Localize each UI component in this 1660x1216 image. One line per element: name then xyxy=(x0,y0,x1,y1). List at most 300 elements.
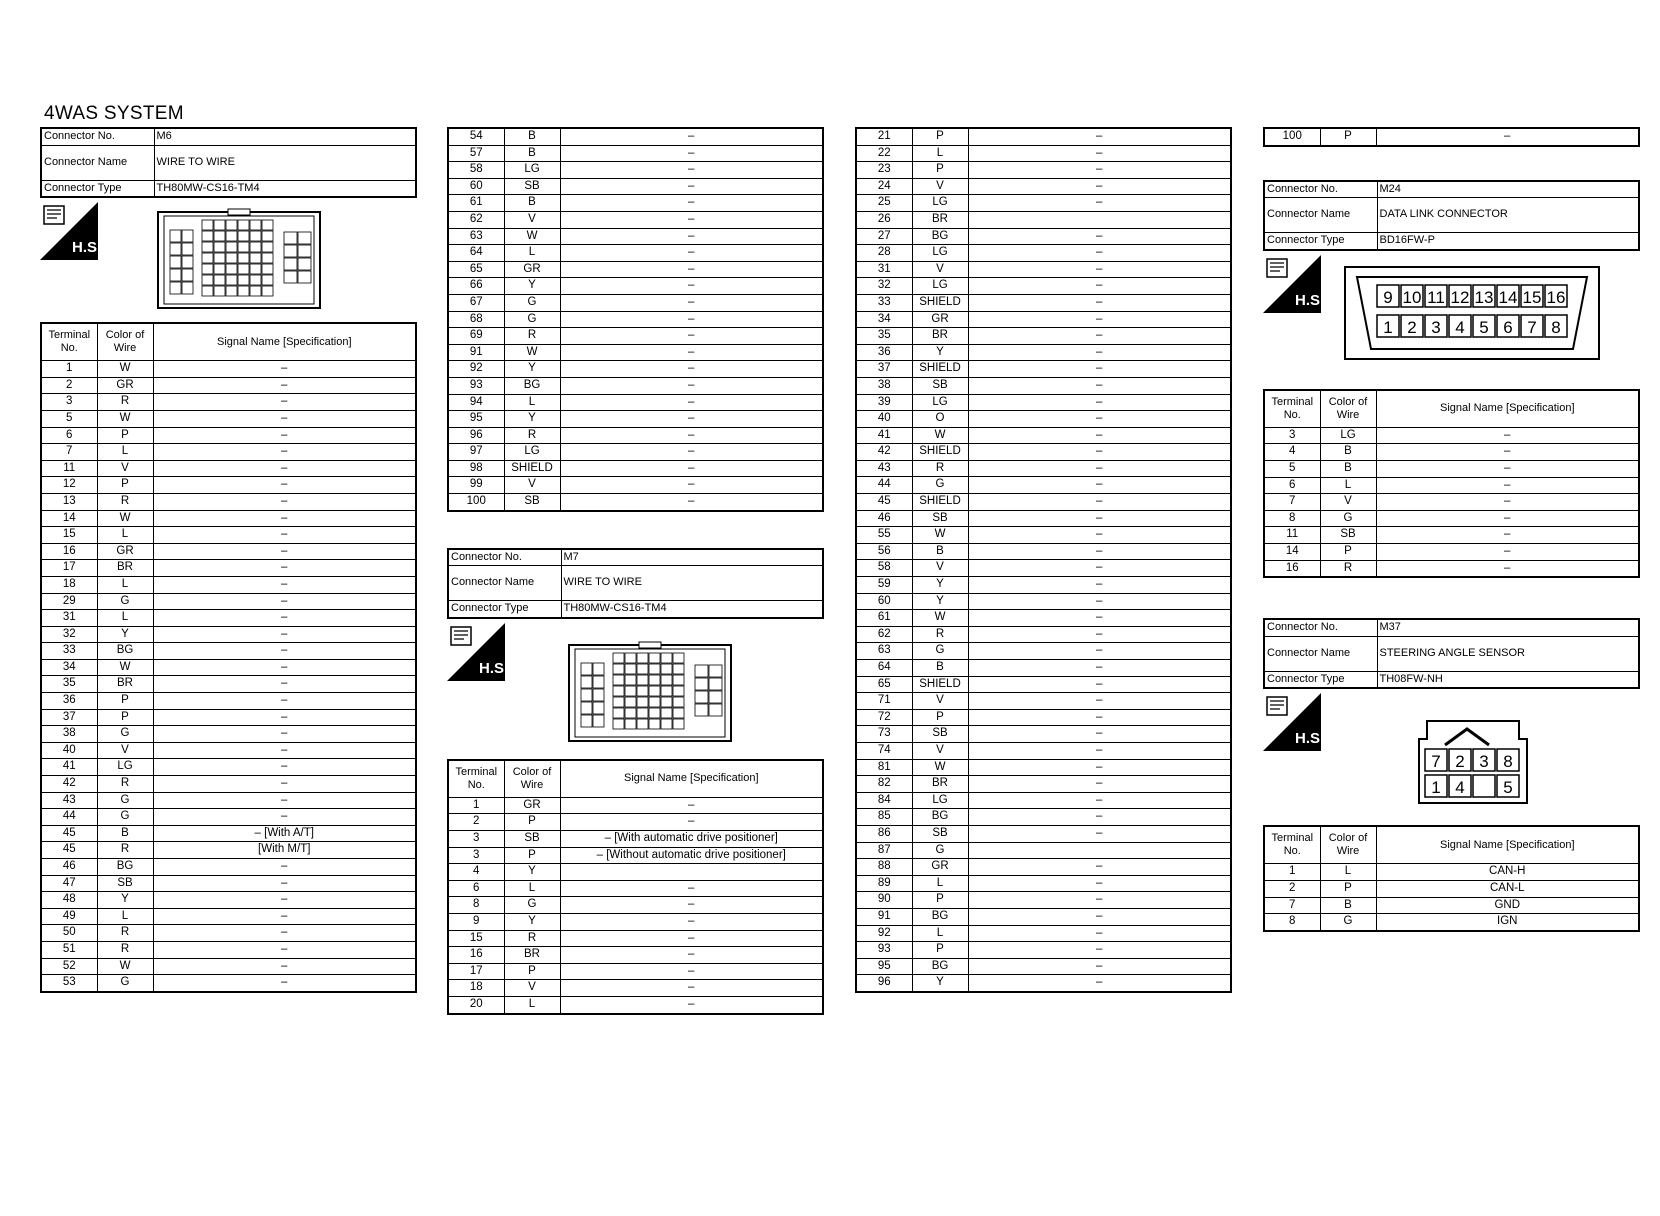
connector-type-value: BD16FW-P xyxy=(1377,233,1639,250)
terminal-no-cell: 46 xyxy=(41,859,97,876)
terminal-no-cell: 62 xyxy=(448,211,504,228)
label-connector-name: Connector Name xyxy=(448,566,561,601)
table-row xyxy=(856,726,1231,743)
table-row xyxy=(41,527,416,544)
connector-diagram-m6 xyxy=(40,198,417,322)
wire-color-cell: GR xyxy=(912,311,968,328)
terminal-no-cell: 52 xyxy=(41,958,97,975)
table-row xyxy=(448,427,823,444)
terminal-no-cell: 63 xyxy=(448,228,504,245)
pin-number: 2 xyxy=(1407,317,1417,337)
terminal-no-cell: 95 xyxy=(448,411,504,428)
wire-color-cell: G xyxy=(504,311,560,328)
terminal-no-cell: 38 xyxy=(856,377,912,394)
connector-name-value: WIRE TO WIRE xyxy=(561,566,823,601)
signal-name-cell: – xyxy=(560,914,823,931)
signal-name-cell: – xyxy=(560,145,823,162)
signal-name-cell: – xyxy=(153,493,416,510)
connector-diagram-m37 xyxy=(1263,689,1640,825)
table-row xyxy=(448,831,823,848)
wire-color-cell: G xyxy=(912,643,968,660)
table-row xyxy=(41,394,416,411)
pin-table-m6 xyxy=(40,322,417,993)
wire-color-cell: Y xyxy=(97,892,153,909)
table-row xyxy=(1264,477,1639,494)
column-1 xyxy=(40,127,417,993)
signal-name-cell: CAN-H xyxy=(1376,864,1639,881)
terminal-no-cell: 88 xyxy=(856,859,912,876)
wire-color-cell: LG xyxy=(504,162,560,179)
terminal-no-cell: 40 xyxy=(41,742,97,759)
terminal-no-cell: 67 xyxy=(448,294,504,311)
signal-name-cell: – xyxy=(560,411,823,428)
table-row xyxy=(856,527,1231,544)
table-row xyxy=(41,875,416,892)
terminal-no-cell: 17 xyxy=(448,963,504,980)
pin-number: 4 xyxy=(1455,778,1465,798)
wire-color-cell: L xyxy=(1320,864,1376,881)
table-row xyxy=(856,742,1231,759)
terminal-no-cell: 7 xyxy=(1264,897,1320,914)
signal-name-cell: – xyxy=(560,963,823,980)
terminal-no-cell: 91 xyxy=(856,908,912,925)
signal-name-cell: – xyxy=(560,195,823,212)
signal-name-cell: – xyxy=(153,908,416,925)
signal-name-cell: – xyxy=(153,759,416,776)
terminal-no-cell: 94 xyxy=(448,394,504,411)
table-row xyxy=(448,344,823,361)
table-row xyxy=(41,709,416,726)
signal-name-cell: – xyxy=(153,377,416,394)
terminal-no-cell: 44 xyxy=(856,477,912,494)
signal-name-cell: – xyxy=(560,278,823,295)
terminal-no-cell: 36 xyxy=(41,693,97,710)
terminal-no-cell: 23 xyxy=(856,162,912,179)
signal-name-cell: – xyxy=(968,577,1231,594)
wire-color-cell: L xyxy=(97,610,153,627)
connector-face-m24 xyxy=(1343,265,1601,361)
terminal-no-cell: 11 xyxy=(41,460,97,477)
signal-name-cell: – xyxy=(560,361,823,378)
wire-color-cell: B xyxy=(1320,897,1376,914)
terminal-no-cell: 2 xyxy=(448,814,504,831)
signal-name-cell: – xyxy=(560,228,823,245)
terminal-no-cell: 35 xyxy=(856,328,912,345)
table-row xyxy=(41,576,416,593)
label-connector-no: Connector No. xyxy=(1264,181,1377,198)
table-row xyxy=(448,195,823,212)
table-row xyxy=(448,377,823,394)
pin-number: 5 xyxy=(1479,317,1489,337)
signal-name-cell xyxy=(560,864,823,881)
wire-color-cell: L xyxy=(97,908,153,925)
wire-color-cell: W xyxy=(97,510,153,527)
wire-color-cell: SB xyxy=(1320,527,1376,544)
terminal-no-cell: 97 xyxy=(448,444,504,461)
terminal-no-cell: 96 xyxy=(856,975,912,992)
wire-color-cell: P xyxy=(1320,543,1376,560)
wire-color-cell: V xyxy=(912,178,968,195)
table-row xyxy=(856,908,1231,925)
connector-no-value: M6 xyxy=(154,128,416,145)
harness-side-icon xyxy=(1263,255,1325,313)
wire-color-cell: GR xyxy=(97,377,153,394)
signal-name-cell: – xyxy=(968,261,1231,278)
table-row xyxy=(41,742,416,759)
wire-color-cell: W xyxy=(912,759,968,776)
table-row xyxy=(41,759,416,776)
signal-name-cell: – xyxy=(560,377,823,394)
terminal-no-cell: 37 xyxy=(41,709,97,726)
table-row xyxy=(856,477,1231,494)
label-connector-type: Connector Type xyxy=(1264,671,1377,688)
signal-name-cell: – xyxy=(560,897,823,914)
table-row xyxy=(448,996,823,1013)
table-row xyxy=(1264,128,1639,146)
table-row xyxy=(41,659,416,676)
table-row xyxy=(856,178,1231,195)
table-row xyxy=(41,925,416,942)
wire-color-cell: V xyxy=(1320,494,1376,511)
table-row xyxy=(41,842,416,859)
wire-color-cell: G xyxy=(504,897,560,914)
wire-color-cell: B xyxy=(504,195,560,212)
header-signal-name: Signal Name [Specification] xyxy=(1376,390,1639,428)
signal-name-cell: – xyxy=(153,941,416,958)
label-connector-name: Connector Name xyxy=(1264,198,1377,233)
wire-color-cell: P xyxy=(97,709,153,726)
terminal-no-cell: 6 xyxy=(448,880,504,897)
terminal-no-cell: 93 xyxy=(856,942,912,959)
wire-color-cell: GR xyxy=(504,261,560,278)
terminal-no-cell: 6 xyxy=(41,427,97,444)
pin-number: 1 xyxy=(1431,778,1441,798)
table-row xyxy=(41,493,416,510)
terminal-no-cell: 25 xyxy=(856,195,912,212)
pin-number: 4 xyxy=(1455,317,1465,337)
signal-name-cell: – xyxy=(1376,510,1639,527)
table-row xyxy=(448,245,823,262)
signal-name-cell: – xyxy=(153,576,416,593)
terminal-no-cell: 20 xyxy=(448,996,504,1013)
wire-color-cell: W xyxy=(97,410,153,427)
signal-name-cell xyxy=(968,211,1231,228)
connector-info-m7 xyxy=(447,548,824,619)
wire-color-cell: SB xyxy=(504,178,560,195)
signal-name-cell: – xyxy=(968,975,1231,992)
wire-color-cell: BG xyxy=(912,228,968,245)
terminal-no-cell: 36 xyxy=(856,344,912,361)
signal-name-cell: – xyxy=(153,892,416,909)
wire-color-cell: SB xyxy=(504,831,560,848)
terminal-no-cell: 2 xyxy=(1264,880,1320,897)
table-row xyxy=(41,859,416,876)
terminal-no-cell: 14 xyxy=(41,510,97,527)
signal-name-cell: – xyxy=(968,626,1231,643)
terminal-no-cell: 17 xyxy=(41,560,97,577)
table-row xyxy=(856,643,1231,660)
connector-face-m6 xyxy=(156,208,322,312)
table-row xyxy=(856,958,1231,975)
wire-color-cell: BR xyxy=(912,776,968,793)
terminal-no-cell: 7 xyxy=(41,444,97,461)
signal-name-cell: – xyxy=(153,975,416,992)
signal-name-cell: – xyxy=(560,797,823,814)
table-row xyxy=(448,963,823,980)
table-row xyxy=(41,908,416,925)
signal-name-cell: – xyxy=(153,676,416,693)
wire-color-cell: P xyxy=(1320,880,1376,897)
signal-name-cell xyxy=(968,842,1231,859)
wire-color-cell: L xyxy=(912,875,968,892)
signal-name-cell: – xyxy=(968,328,1231,345)
terminal-no-cell: 64 xyxy=(856,660,912,677)
signal-name-cell: – xyxy=(1376,543,1639,560)
table-row xyxy=(448,444,823,461)
wire-color-cell: B xyxy=(912,660,968,677)
pin-number: 15 xyxy=(1522,287,1542,307)
pin-number: 12 xyxy=(1450,287,1470,307)
wire-color-cell: Y xyxy=(912,593,968,610)
table-row xyxy=(856,560,1231,577)
signal-name-cell: – xyxy=(560,245,823,262)
wire-color-cell: R xyxy=(97,925,153,942)
wire-color-cell: SHIELD xyxy=(912,494,968,511)
terminal-no-cell: 32 xyxy=(41,626,97,643)
header-color-of-wire: Color of Wire xyxy=(1320,390,1376,428)
harness-side-icon xyxy=(447,623,509,681)
signal-name-cell: – xyxy=(153,410,416,427)
terminal-no-cell: 33 xyxy=(856,294,912,311)
terminal-no-cell: 9 xyxy=(448,914,504,931)
terminal-no-cell: 35 xyxy=(41,676,97,693)
label-connector-type: Connector Type xyxy=(1264,233,1377,250)
wire-color-cell: B xyxy=(504,145,560,162)
signal-name-cell: – xyxy=(153,659,416,676)
table-row xyxy=(856,211,1231,228)
wire-color-cell: V xyxy=(97,460,153,477)
signal-name-cell: – xyxy=(968,278,1231,295)
terminal-no-cell: 18 xyxy=(41,576,97,593)
label-connector-no: Connector No. xyxy=(448,549,561,566)
terminal-no-cell: 45 xyxy=(41,842,97,859)
wire-color-cell: V xyxy=(912,560,968,577)
terminal-no-cell: 4 xyxy=(448,864,504,881)
signal-name-cell: – xyxy=(560,494,823,511)
terminal-no-cell: 59 xyxy=(856,577,912,594)
wire-color-cell: SHIELD xyxy=(912,361,968,378)
wire-color-cell: O xyxy=(912,411,968,428)
table-row xyxy=(448,278,823,295)
table-row xyxy=(41,477,416,494)
pin-table-m7-continued xyxy=(855,127,1232,993)
table-row xyxy=(448,145,823,162)
svg-text:H.S.: H.S. xyxy=(72,239,102,257)
terminal-no-cell: 45 xyxy=(41,825,97,842)
header-terminal-no: Terminal No. xyxy=(1264,390,1320,428)
signal-name-cell: – [With A/T] xyxy=(153,825,416,842)
terminal-no-cell: 100 xyxy=(448,494,504,511)
table-row xyxy=(856,859,1231,876)
connector-face-m37 xyxy=(1415,719,1531,805)
terminal-no-cell: 72 xyxy=(856,709,912,726)
table-row xyxy=(448,162,823,179)
table-row xyxy=(856,162,1231,179)
header-signal-name: Signal Name [Specification] xyxy=(560,760,823,798)
table-row xyxy=(1264,880,1639,897)
terminal-no-cell: 93 xyxy=(448,377,504,394)
signal-name-cell: – xyxy=(560,294,823,311)
harness-side-icon xyxy=(40,202,102,260)
signal-name-cell: – xyxy=(153,543,416,560)
terminal-no-cell: 86 xyxy=(856,825,912,842)
signal-name-cell: – xyxy=(153,593,416,610)
signal-name-cell: – xyxy=(968,776,1231,793)
signal-name-cell: CAN-L xyxy=(1376,880,1639,897)
signal-name-cell: – xyxy=(968,759,1231,776)
wire-color-cell: GR xyxy=(912,859,968,876)
wire-color-cell: GR xyxy=(97,543,153,560)
signal-name-cell: – xyxy=(968,361,1231,378)
wire-color-cell: BR xyxy=(912,211,968,228)
harness-side-icon xyxy=(1263,693,1325,751)
connector-info-m6 xyxy=(40,127,417,198)
terminal-no-cell: 26 xyxy=(856,211,912,228)
table-row xyxy=(856,245,1231,262)
signal-name-cell: – xyxy=(153,709,416,726)
table-row xyxy=(856,577,1231,594)
wire-color-cell: W xyxy=(97,361,153,378)
table-row xyxy=(856,892,1231,909)
table-row xyxy=(448,847,823,864)
signal-name-cell: – xyxy=(968,444,1231,461)
terminal-no-cell: 34 xyxy=(41,659,97,676)
pin-table-m24 xyxy=(1263,389,1640,578)
signal-name-cell: – xyxy=(968,145,1231,162)
wire-color-cell: R xyxy=(97,776,153,793)
wire-color-cell: BR xyxy=(912,328,968,345)
pin-number: 9 xyxy=(1383,287,1393,307)
column-3 xyxy=(855,127,1232,993)
terminal-no-cell: 60 xyxy=(448,178,504,195)
label-connector-name: Connector Name xyxy=(1264,636,1377,671)
terminal-no-cell: 73 xyxy=(856,726,912,743)
terminal-no-cell: 29 xyxy=(41,593,97,610)
signal-name-cell: – xyxy=(1376,494,1639,511)
terminal-no-cell: 8 xyxy=(1264,914,1320,931)
terminal-no-cell: 61 xyxy=(448,195,504,212)
wire-color-cell: L xyxy=(97,576,153,593)
table-row xyxy=(448,797,823,814)
table-row xyxy=(856,294,1231,311)
svg-text:H.S.: H.S. xyxy=(1295,291,1325,309)
signal-name-cell: – xyxy=(968,128,1231,145)
page-title: 4WAS SYSTEM xyxy=(44,103,184,124)
terminal-no-cell: 37 xyxy=(856,361,912,378)
connector-no-value: M7 xyxy=(561,549,823,566)
wire-color-cell: LG xyxy=(97,759,153,776)
wire-color-cell: SHIELD xyxy=(912,676,968,693)
signal-name-cell: – xyxy=(153,726,416,743)
terminal-no-cell: 43 xyxy=(856,460,912,477)
wire-color-cell: LG xyxy=(912,278,968,295)
wire-color-cell: V xyxy=(912,261,968,278)
terminal-no-cell: 49 xyxy=(41,908,97,925)
signal-name-cell: – xyxy=(968,543,1231,560)
signal-name-cell: – xyxy=(968,892,1231,909)
terminal-no-cell: 92 xyxy=(448,361,504,378)
connector-diagram-m7 xyxy=(447,619,824,759)
connector-diagram-m24 xyxy=(1263,251,1640,389)
signal-name-cell: – xyxy=(1376,477,1639,494)
wire-color-cell: G xyxy=(97,975,153,992)
table-row xyxy=(41,941,416,958)
table-row xyxy=(448,494,823,511)
terminal-no-cell: 48 xyxy=(41,892,97,909)
terminal-no-cell: 96 xyxy=(448,427,504,444)
terminal-no-cell: 16 xyxy=(41,543,97,560)
signal-name-cell: – xyxy=(153,560,416,577)
signal-name-cell: – [Without automatic drive positioner] xyxy=(560,847,823,864)
table-row xyxy=(41,460,416,477)
wire-color-cell: L xyxy=(912,145,968,162)
terminal-no-cell: 43 xyxy=(41,792,97,809)
terminal-no-cell: 65 xyxy=(856,676,912,693)
wire-color-cell: Y xyxy=(97,626,153,643)
terminal-no-cell: 31 xyxy=(41,610,97,627)
table-row xyxy=(448,897,823,914)
label-connector-no: Connector No. xyxy=(41,128,154,145)
signal-name-cell: – xyxy=(153,875,416,892)
wire-color-cell: R xyxy=(97,394,153,411)
terminal-no-cell: 57 xyxy=(448,145,504,162)
wire-color-cell: Y xyxy=(504,278,560,295)
signal-name-cell: – xyxy=(560,947,823,964)
header-signal-name: Signal Name [Specification] xyxy=(153,323,416,361)
table-row xyxy=(856,660,1231,677)
terminal-no-cell: 34 xyxy=(856,311,912,328)
terminal-no-cell: 1 xyxy=(1264,864,1320,881)
terminal-no-cell: 42 xyxy=(856,444,912,461)
wire-color-cell: BG xyxy=(504,377,560,394)
signal-name-cell: – xyxy=(968,859,1231,876)
signal-name-cell: – xyxy=(968,908,1231,925)
wire-color-cell: P xyxy=(97,693,153,710)
wire-color-cell: LG xyxy=(504,444,560,461)
wire-color-cell: SB xyxy=(912,377,968,394)
wire-color-cell: GR xyxy=(504,797,560,814)
table-row xyxy=(856,693,1231,710)
table-row xyxy=(448,261,823,278)
terminal-no-cell: 8 xyxy=(1264,510,1320,527)
table-row xyxy=(856,444,1231,461)
table-row xyxy=(856,709,1231,726)
table-row xyxy=(41,593,416,610)
table-row xyxy=(448,814,823,831)
pin-number: 1 xyxy=(1383,317,1393,337)
pin-number: 11 xyxy=(1427,287,1445,307)
wire-color-cell: BR xyxy=(97,676,153,693)
label-connector-name: Connector Name xyxy=(41,145,154,180)
terminal-no-cell: 3 xyxy=(448,847,504,864)
wire-color-cell: Y xyxy=(504,864,560,881)
wire-color-cell: SB xyxy=(504,494,560,511)
table-row xyxy=(1264,897,1639,914)
table-row xyxy=(856,875,1231,892)
table-row xyxy=(448,328,823,345)
wire-color-cell: G xyxy=(1320,510,1376,527)
pin-number: 3 xyxy=(1479,752,1489,772)
